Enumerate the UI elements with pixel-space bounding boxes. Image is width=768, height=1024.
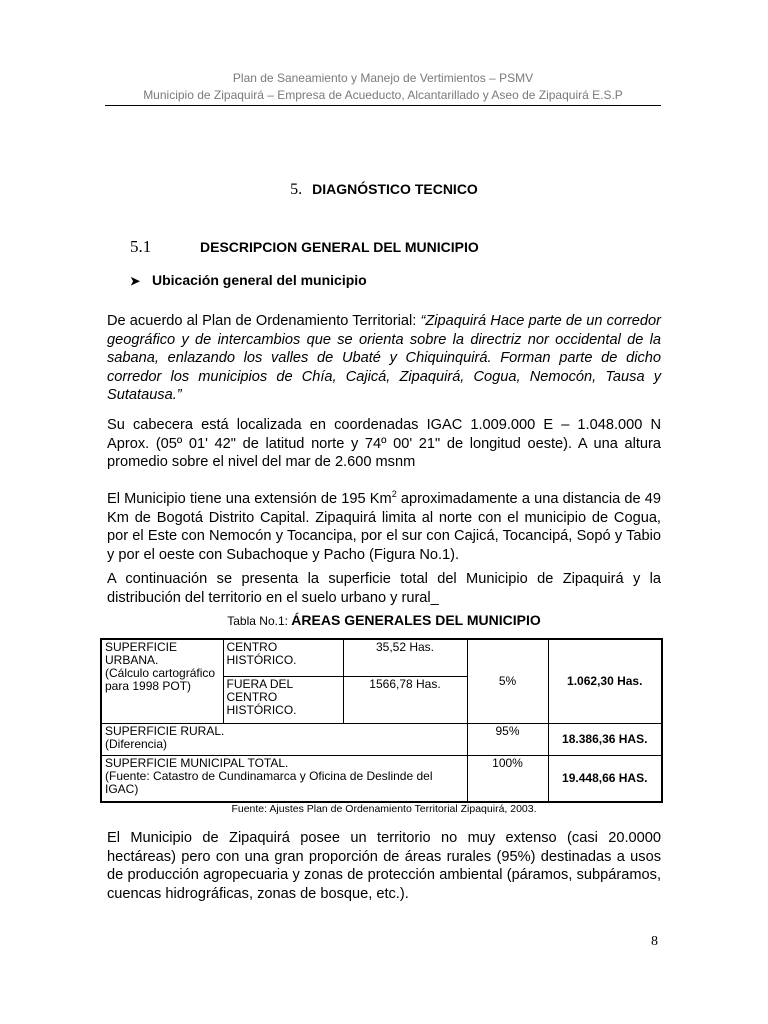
bullet-heading bbox=[130, 272, 367, 288]
subsection-title: DESCRIPCION GENERAL DEL MUNICIPIO bbox=[200, 239, 479, 255]
rural-percent: 95% bbox=[467, 723, 548, 755]
table-caption bbox=[0, 612, 768, 628]
table-row bbox=[101, 639, 662, 676]
header-line-1: Plan de Saneamiento y Manejo de Vertimientos – PSMV bbox=[232, 71, 534, 85]
fuera-value: 1566,78 Has. bbox=[343, 676, 467, 723]
total-cell bbox=[101, 755, 467, 802]
table-row bbox=[101, 755, 662, 802]
superscript-2: 2 bbox=[391, 489, 397, 500]
rural-note: (Diferencia) bbox=[105, 736, 168, 751]
subsection-heading bbox=[130, 237, 479, 257]
paragraph-location-quote: “Zipaquirá Hace parte de un corredor geográfico y de intercambios que se orienta sobre la directriz nor occidental de la sabana, enlazando los valles de Ubaté y Chiquinquirá. Forman parte de dicho corredor los municipios de Chía, Cajicá, Zipaquirá, Cogua, Nemocón, Tausa y Sutatausa.” bbox=[107, 313, 661, 403]
page-number: 8 bbox=[651, 934, 658, 949]
section-number: 5. bbox=[290, 181, 303, 198]
table-source: Fuente: Ajustes Plan de Ordenamiento Territorial Zipaquirá, 2003. bbox=[231, 803, 537, 815]
urbana-note: (Cálculo cartográfico para 1998 POT) bbox=[105, 666, 216, 693]
table-row bbox=[101, 723, 662, 755]
areas-table bbox=[100, 638, 663, 803]
centro-label: CENTRO HISTÓRICO. bbox=[223, 639, 343, 676]
paragraph-extension-end: aproximadamente a una distancia de 49 Km de Bogotá Distrito Capital. Zipaquirá limita al norte con el municipio de Cogua, por el Este con Nemocón y Tocancipa, por el sur con Cajicá, Tocancipá, Sopó y Tabio y por el oeste con Subachoque y Pacho (Figura No.1). bbox=[107, 491, 662, 563]
urbana-percent: 5% bbox=[467, 639, 548, 723]
urbana-label: SUPERFICIE URBANA. bbox=[105, 640, 178, 667]
paragraph-location-lead: De acuerdo al Plan de Ordenamiento Territorial: bbox=[107, 313, 421, 329]
section-heading bbox=[0, 181, 768, 199]
paragraph-extension bbox=[107, 490, 661, 564]
fuera-label: FUERA DEL CENTRO HISTÓRICO. bbox=[223, 676, 343, 723]
rural-label: SUPERFICIE RURAL. bbox=[105, 723, 225, 738]
paragraph-intro-table: A continuación se presenta la superficie total del Municipio de Zipaquirá y la distribución del territorio en el suelo urbano y rural_ bbox=[107, 571, 661, 606]
subsection-number: 5.1 bbox=[130, 237, 152, 256]
urbana-cell bbox=[101, 639, 223, 723]
total-percent: 100% bbox=[467, 755, 548, 802]
rural-total: 18.386,36 HAS. bbox=[548, 723, 662, 755]
section-title: DIAGNÓSTICO TECNICO bbox=[312, 181, 478, 197]
total-total: 19.448,66 HAS. bbox=[548, 755, 662, 802]
bullet-heading-text: Ubicación general del municipio bbox=[152, 272, 367, 288]
paragraph-extension-start: El Municipio tiene una extensión de 195 Km bbox=[107, 491, 392, 507]
header-line-2: Municipio de Zipaquirá – Empresa de Acueducto, Alcantarillado y Aseo de Zipaquirá E.S.P bbox=[143, 88, 623, 102]
rural-cell bbox=[101, 723, 467, 755]
table-caption-title: ÁREAS GENERALES DEL MUNICIPIO bbox=[291, 612, 541, 628]
table-caption-label: Tabla No.1: bbox=[227, 614, 292, 628]
urbana-total: 1.062,30 Has. bbox=[548, 639, 662, 723]
total-label: SUPERFICIE MUNICIPAL TOTAL. bbox=[105, 755, 289, 770]
total-note: (Fuente: Catastro de Cundinamarca y Oficina de Deslinde del IGAC) bbox=[105, 768, 433, 796]
paragraph-territory: El Municipio de Zipaquirá posee un territorio no muy extenso (casi 20.0000 hectáreas) pero con una gran proporción de áreas rurales (95%) destinadas a usos de producción agropecuaria y zonas de protección ambiental (páramos, subpáramos, cuencas hidrográficas, zonas de bosque, etc.). bbox=[107, 830, 661, 902]
centro-value: 35,52 Has. bbox=[343, 639, 467, 676]
running-header bbox=[105, 70, 661, 106]
paragraph-coordinates: Su cabecera está localizada en coordenadas IGAC 1.009.000 E – 1.048.000 N Aprox. (05º 01' 42" de latitud norte y 74º 00' 21" de longitud oeste). A una altura promedio sobre el nivel del mar de 2.600 msnm bbox=[107, 417, 661, 470]
paragraph-location bbox=[107, 312, 661, 405]
arrow-bullet-icon: ➤ bbox=[130, 274, 141, 288]
